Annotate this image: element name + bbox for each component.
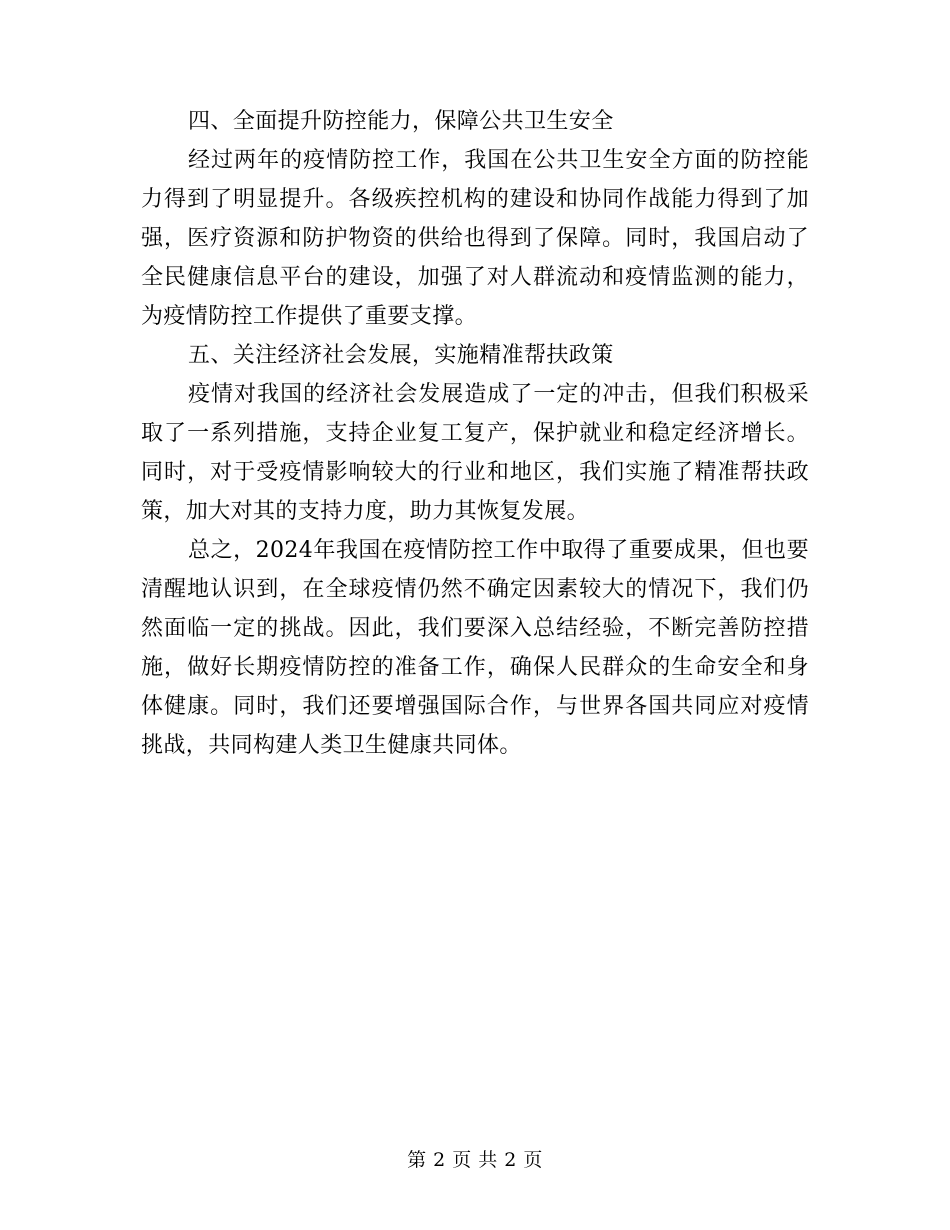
- section-paragraph-4: 经过两年的疫情防控工作，我国在公共卫生安全方面的防控能力得到了明显提升。各级疾控机构的建设和协同作战能力得到了加强，医疗资源和防护物资的供给也得到了保障。同时，我国启动了全民健康信息平台的建设，加强了对人群流动和疫情监测的能力，为疫情防控工作提供了重要支撑。: [141, 148, 809, 329]
- conclusion-paragraph: 总之，2024年我国在疫情防控工作中取得了重要成果，但也要清醒地认识到，在全球疫情仍然不确定因素较大的情况下，我们仍然面临一定的挑战。因此，我们要深入总结经验，不断完善防控措施，做好长期疫情防控的准备工作，确保人民群众的生命安全和身体健康。同时，我们还要增强国际合作，与世界各国共同应对疫情挑战，共同构建人类卫生健康共同体。: [141, 538, 809, 758]
- section-heading-5: 五、关注经济社会发展，实施精准帮扶政策: [188, 343, 614, 368]
- section-paragraph-5: 疫情对我国的经济社会发展造成了一定的冲击，但我们积极采取了一系列措施，支持企业复工复产，保护就业和稳定经济增长。同时，对于受疫情影响较大的行业和地区，我们实施了精准帮扶政策，加大对其的支持力度，助力其恢复发展。: [141, 382, 809, 524]
- document-body: [141, 102, 809, 765]
- section-heading-4: 四、全面提升防控能力，保障公共卫生安全: [188, 109, 614, 134]
- page-number-footer: 第 2 页 共 2 页: [407, 1149, 543, 1171]
